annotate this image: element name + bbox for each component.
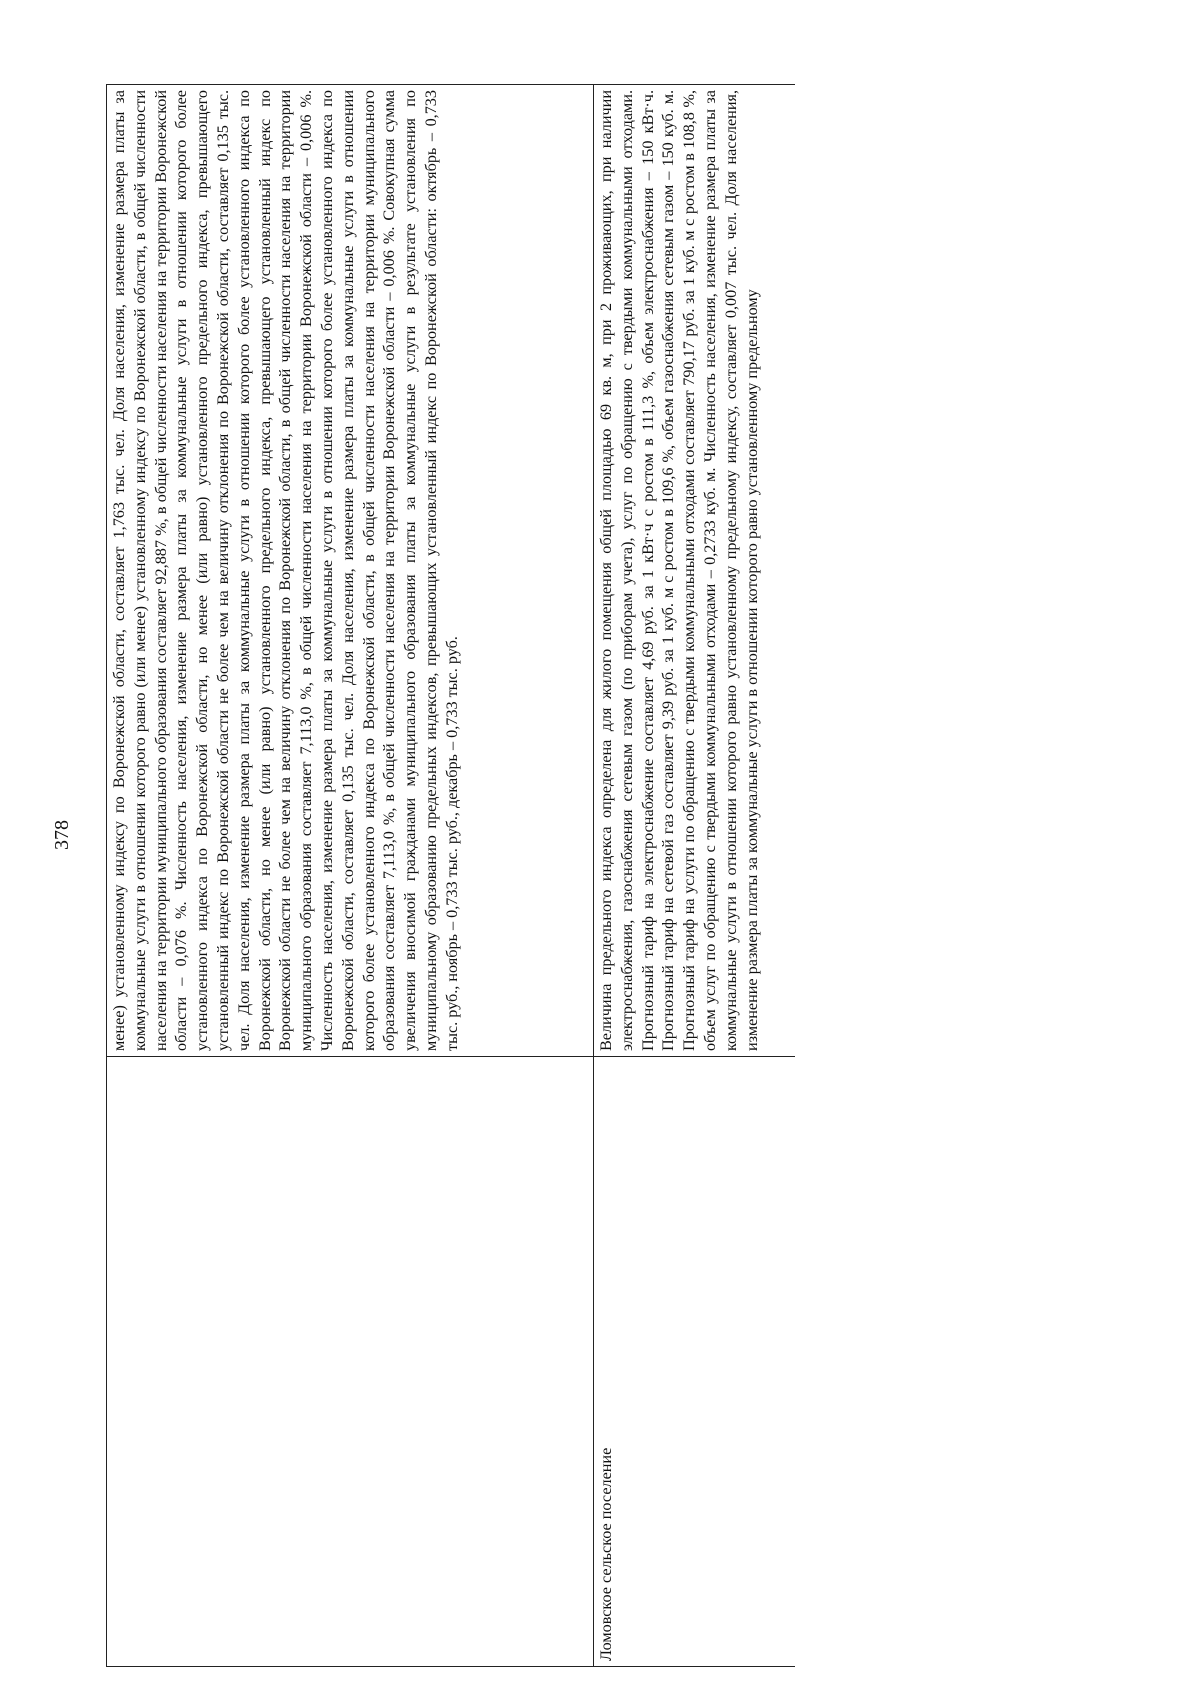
page-number: 378 bbox=[51, 820, 73, 850]
document-table-wrapper bbox=[106, 84, 795, 1667]
table-row bbox=[107, 85, 594, 1667]
description-cell bbox=[594, 85, 796, 1057]
tariff-index-table bbox=[106, 84, 795, 1667]
description-cell: менее) установленному индексу по Воронежской области, составляет 1,763 тыс. чел. Доля населения, изменение размера платы за коммунальные услуги в отношении которого равно (или менее) установленному индексу по Воронежской области, в общей численности населения на территории муниципального образования составляет 92,887 %, в общей численности населения на территории Воронежской области – 0,076 %. Численность населения, изменение размера платы за коммунальные услуги в отношении которого более установленного индекса по Воронежской области, но менее (или равно) установленного предельного индекса, превышающего установленный индекс по Воронежской области не более чем на величину отклонения по Воронежской области, составляет 0,135 тыс. чел. Доля населения, изменение размера платы за коммунальные услуги в отношении которого более установленного индекса по Воронежской области, но менее (или равно) установленного предельного индекса, превышающего установленный индекс по Воронежской области не более чем на величину отклонения по Воронежской области, в общей численности населения на территории муниципального образования составляет 7,113,0 %, в общей численности населения на территории Воронежской области – 0,006 %. Численность населения, изменение размера платы за коммунальные услуги в отношении которого более установленного индекса по Воронежской области, составляет 0,135 тыс. чел. Доля населения, изменение размера платы за коммунальные услуги в отношении которого более установленного индекса по Воронежской области, в общей численности населения на территории муниципального образования составляет 7,113,0 %, в общей численности населения на территории Воронежской области – 0,006 %. Совокупная сумма увеличения вносимой гражданами муниципального образования платы за коммунальные услуги в результате установления по муниципальному образованию предельных индексов, превышающих установленный индекс по Воронежской области: октябрь – 0,733 тыс. руб., ноябрь – 0,733 тыс. руб., декабрь – 0,733 тыс. руб. bbox=[107, 85, 594, 1057]
municipality-cell bbox=[107, 1057, 594, 1667]
rotated-page-area bbox=[106, 84, 795, 1667]
table-row bbox=[594, 85, 796, 1667]
description-text: Величина предельного индекса определена для жилого помещения общей площадью 69 кв. м, при 2 проживающих, при наличии электроснабжения, газоснабжения сетевым газом (по приборам учета), услуг по обращению с твердыми коммунальными отходами. Прогнозный тариф на электроснабжение составляет 4,69 руб. за 1 кВт·ч с ростом в 111,3 %, объем электроснабжения – 150 кВт·ч. Прогнозный тариф на сетевой газ составляет 9,39 руб. за 1 куб. м с ростом в 109,6 %, объем газоснабжения сетевым газом – 150 куб. м. Прогнозный тариф на услуги по обращению с твердыми коммунальными отходами составляет 790,17 руб. за 1 куб. м с ростом в 108,8 %, объем услуг по обращению с твердыми коммунальными отходами – 0,2733 куб. м. Численность населения, изменение размера платы за коммунальные услуги в отношении которого равно установленному предельному индексу, составляет 0,007 тыс. чел. Доля населения, изменение размера платы за коммунальные услуги в отношении которого равно установленному предельному bbox=[597, 90, 761, 1051]
municipality-cell: Ломовское сельское поселение bbox=[594, 1057, 796, 1667]
